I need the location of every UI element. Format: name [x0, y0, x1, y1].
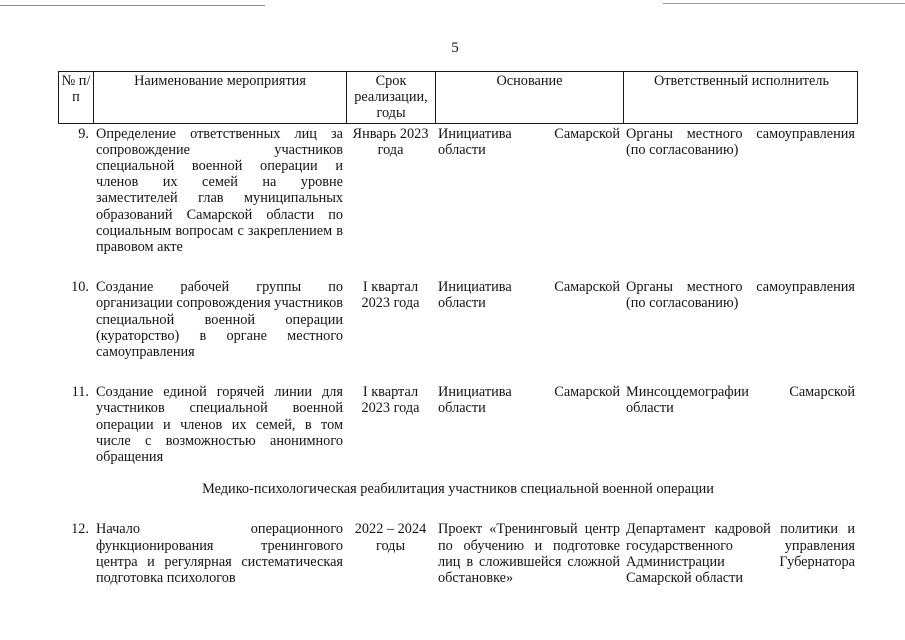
- row-basis: Инициатива Самарской области: [438, 279, 620, 312]
- table-header: [58, 71, 858, 124]
- page-number: 5: [451, 40, 459, 56]
- row-event-name: Создание рабочей группы по организации сопровождения участников специальной военной операции (кураторство) в органе местного самоуправления: [96, 279, 343, 361]
- row-period: Январь 2023 года: [352, 125, 429, 158]
- table-row: [58, 384, 858, 465]
- row-number: 11.: [71, 384, 89, 401]
- header-executor: Ответственный исполнитель: [653, 73, 830, 89]
- table-row: [58, 279, 858, 360]
- scan-edge-line: [663, 3, 905, 4]
- header-number: № п/п: [59, 72, 94, 123]
- row-event-name: Создание единой горячей линии для участников специальной военной операции и членов их семей, в том числе с возможностью анонимного обращения: [96, 384, 343, 466]
- row-number: 9.: [78, 125, 89, 142]
- row-period: 2022 – 2024 годы: [354, 521, 427, 554]
- row-event-name: Начало операционного функционирования тренингового центра и регулярная систематическая подготовка психологов: [96, 521, 343, 587]
- section-title: Медико-психологическая реабилитация участников специальной военной операции: [202, 481, 714, 498]
- row-basis: Инициатива Самарской области: [438, 384, 620, 417]
- scan-edge-line: [0, 5, 265, 6]
- row-event-name: Определение ответственных лиц за сопровождение участников специальной военной операции и членов их семей на уровне заместителей глав муниципальных образований Самарской области по социальным вопросам с закреплением в правовом акте: [96, 125, 343, 256]
- row-period: I квартал 2023 года: [361, 279, 420, 312]
- events-table: [58, 71, 858, 586]
- row-executor: Органы местного самоуправления (по согласованию): [626, 125, 855, 158]
- row-executor: Минсоцдемографии Самарской области: [626, 384, 855, 417]
- row-executor: Органы местного самоуправления (по согласованию): [626, 279, 855, 312]
- header-basis: Основание: [436, 72, 624, 123]
- header-event-name: Наименование мероприятия: [94, 72, 347, 123]
- table-row: [58, 521, 858, 586]
- row-basis: Проект «Тренинговый центр по обучению и подготовке лиц в сложившейся сложной обстановке»: [438, 521, 620, 587]
- table-row: [58, 126, 858, 256]
- row-period: I квартал 2023 года: [361, 384, 420, 417]
- row-basis: Инициатива Самарской области: [438, 125, 620, 158]
- row-number: 10.: [71, 279, 89, 296]
- header-period: Срок реализации, годы: [347, 72, 436, 123]
- row-executor: Департамент кадровой политики и государственного управления Администрации Губернатора Самарской области: [626, 521, 855, 587]
- row-number: 12.: [71, 521, 89, 538]
